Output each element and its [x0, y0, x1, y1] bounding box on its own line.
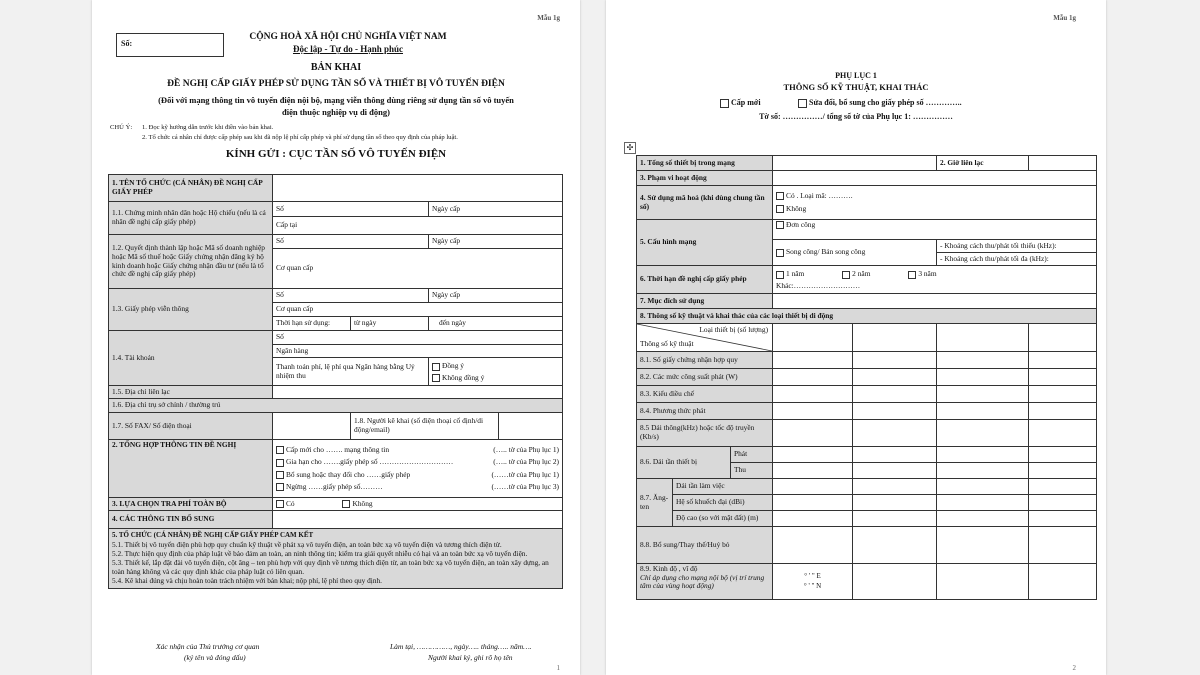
form-code: Mẫu 1g: [1053, 14, 1076, 22]
appendix-title: THÔNG SỐ KỸ THUẬT, KHAI THÁC: [783, 82, 929, 92]
request-option-stop[interactable]: [276, 481, 559, 493]
duration-2-year-label: 2 năm: [852, 269, 871, 279]
section-5-commitments: [109, 529, 563, 589]
row-1-6-label[interactable]: 1.6. Địa chỉ trụ sở chính / thường trú: [109, 399, 563, 413]
commitment-item: 5.1. Thiết bị vô tuyến điện phù hợp quy chuẩn kỹ thuật về phát xạ vô tuyến điện, an toàn bức xạ vô tuyến điện và tương thích điện từ.: [112, 539, 502, 549]
license-duration-label: Thời hạn sử dụng:: [273, 317, 351, 331]
total-devices-field[interactable]: [773, 156, 937, 171]
contact-address-field[interactable]: [273, 386, 563, 399]
request-option-text: Cấp mới cho ……. mạng thông tin: [286, 445, 390, 455]
min-spacing-field[interactable]: [937, 240, 1097, 253]
spec-header-cell: [637, 324, 773, 352]
note-label: CHÚ Ý:: [110, 124, 133, 131]
spec-cell[interactable]: [853, 479, 937, 495]
business-issuer-label: Cơ quan cấp: [276, 263, 314, 273]
row-1-5-label: 1.5. Địa chỉ liên lạc: [109, 386, 273, 399]
account-number-label: Số: [276, 332, 284, 342]
max-spacing-label: - Khoảng cách thu/phát tối đa (kHz):: [940, 253, 1049, 263]
simplex-label: Đơn công: [786, 220, 816, 229]
form-title: ĐỀ NGHỊ CẤP GIẤY PHÉP SỬ DỤNG TẦN SỐ VÀ THIẾT BỊ VÔ TUYẾN ĐIỆN: [167, 79, 505, 89]
section-2-title: 2. TỔNG HỢP THÔNG TIN ĐỀ NGHỊ: [109, 440, 273, 498]
checkbox-icon[interactable]: [432, 374, 440, 382]
encryption-yes-label: Có . Loại mã: ……….: [786, 190, 853, 200]
note-item-2: 2. Tổ chức cá nhân chỉ được cấp phép sau khi đã nộp lệ phí cấp phép và phí sử dụng tần số theo quy định của pháp luật.: [142, 134, 458, 141]
row-8-1-label: 8.1. Số giấy chứng nhận hợp quy: [637, 352, 773, 369]
spec-cell[interactable]: [853, 511, 937, 527]
spec-cell[interactable]: [937, 495, 1029, 511]
checkbox-icon[interactable]: [842, 271, 850, 279]
recipient-heading: KÍNH GỬI : CỤC TẦN SỐ VÔ TUYẾN ĐIỆN: [225, 148, 447, 160]
table-move-handle-icon[interactable]: ✣: [624, 142, 636, 154]
checkbox-icon[interactable]: [342, 500, 350, 508]
row-8-label: 8. Thông số kỹ thuật và khai thác của các loại thiết bị di động: [637, 309, 1097, 324]
spec-cell[interactable]: [773, 386, 853, 403]
checkbox-icon[interactable]: [776, 271, 784, 279]
spec-cell[interactable]: [937, 447, 1029, 463]
encryption-no-label: Không: [786, 203, 807, 213]
duration-1-year-label: 1 năm: [786, 269, 805, 279]
contact-hours-field[interactable]: [1029, 156, 1097, 171]
request-option-text: Ngừng ……giấy phép số………: [286, 481, 383, 491]
section-4-title: 4. CÁC THÔNG TIN BỔ SUNG: [109, 511, 273, 529]
spec-cell[interactable]: [1029, 463, 1097, 479]
simplex-option[interactable]: [773, 220, 1097, 240]
checkbox-icon[interactable]: [276, 500, 284, 508]
commitment-item: 5.3. Thiết kế, lắp đặt đài vô tuyến điện, cột ăng – ten phù hợp với quy định về tương thích điện từ, an toàn bức xạ vô tuyến điện, an toàn xây dựng, an toàn hàng không và các quy định khác của pháp luật có liên quan.: [112, 557, 549, 577]
spec-cell[interactable]: [853, 386, 937, 403]
business-issue-date-label: Ngày cấp: [432, 236, 461, 246]
spec-cell[interactable]: [853, 403, 937, 420]
option-new[interactable]: [720, 98, 761, 108]
min-spacing-label: - Khoảng cách thu/phát tối thiểu (kHz):: [940, 240, 1057, 250]
signature-left-note: (ký tên và đóng dấu): [184, 653, 246, 662]
operating-range-field[interactable]: [773, 171, 1097, 186]
request-option-extend[interactable]: [276, 456, 559, 468]
spec-header: Thông số kỹ thuật: [640, 339, 694, 349]
spec-cell[interactable]: [773, 495, 853, 511]
spec-cell[interactable]: [937, 463, 1029, 479]
option-amend[interactable]: [798, 98, 962, 108]
spec-cell[interactable]: [1029, 564, 1097, 600]
rx-label: Thu: [731, 463, 773, 479]
spec-cell[interactable]: [937, 403, 1029, 420]
spec-cell[interactable]: [937, 479, 1029, 495]
duration-1-year-option[interactable]: [776, 269, 804, 278]
spec-cell[interactable]: [773, 511, 853, 527]
business-issue-date-field[interactable]: [429, 235, 563, 249]
spec-cell[interactable]: [1029, 403, 1097, 420]
checkbox-icon[interactable]: [776, 221, 784, 229]
spec-cell[interactable]: [937, 352, 1029, 369]
spec-cell[interactable]: [1029, 447, 1097, 463]
request-option-modify[interactable]: [276, 469, 559, 481]
full-fee-options: [273, 498, 563, 511]
checkbox-icon[interactable]: [776, 249, 784, 257]
spec-cell[interactable]: [773, 527, 853, 564]
row-6-label: 6. Thời hạn đề nghị cấp giấy phép: [637, 266, 773, 294]
id-issue-date-field: [429, 202, 563, 217]
device-type-header: Loại thiết bị (số lượng): [699, 325, 769, 334]
row-8-4-label: 8.4. Phương thức phát: [637, 403, 773, 420]
row-8-5-label: 8.5 Dải thông(kHz) hoặc tốc độ truyền (Kb/s): [637, 420, 773, 447]
license-duration-options: [773, 266, 1097, 294]
id-number-label: Số: [276, 203, 284, 213]
checkbox-icon[interactable]: [798, 99, 807, 108]
section-5-title: 5. TỔ CHỨC (CÁ NHÂN) ĐỀ NGHỊ CẤP GIẤY PHÉP CAM KẾT: [112, 531, 314, 539]
spec-cell[interactable]: [853, 527, 937, 564]
encryption-options: [773, 186, 1097, 220]
spec-cell[interactable]: [853, 564, 937, 600]
duration-2-year-option[interactable]: [842, 269, 870, 278]
license-issue-date-field[interactable]: [429, 289, 563, 303]
option-new-label: Cấp mới: [731, 98, 761, 107]
antenna-height-label: Độ cao (so với mặt đất) (m): [673, 511, 773, 527]
coordinates-field[interactable]: [773, 564, 853, 600]
usage-purpose-field[interactable]: [773, 294, 1097, 309]
consent-agree-label: Đồng ý: [442, 361, 464, 371]
consent-disagree-label: Không đồng ý: [442, 372, 485, 382]
duration-3-year-label: 3 năm: [918, 269, 937, 279]
note-item-1: 1. Đọc kỹ hướng dẫn trước khi điền vào bản khai.: [142, 124, 274, 131]
checkbox-icon[interactable]: [276, 471, 284, 479]
spec-cell[interactable]: [773, 420, 853, 447]
section-3-title: 3. LỰA CHỌN TRA PHÍ TOÀN BỘ: [109, 498, 273, 511]
spec-cell[interactable]: [937, 420, 1029, 447]
spec-cell[interactable]: [853, 420, 937, 447]
bank-name-field[interactable]: [273, 345, 563, 358]
row-1-1-label: 1.1. Chứng minh nhân dân hoặc Hộ chiếu (nếu là cá nhân đề nghị cấp giấy phép): [109, 202, 273, 235]
national-motto: Độc lập - Tự do - Hạnh phúc: [292, 44, 403, 54]
bank-name-label: Ngân hàng: [276, 345, 309, 355]
appendix-label: PHỤ LỤC 1: [835, 71, 877, 80]
row-8-3-label: 8.3. Kiểu điều chế: [637, 386, 773, 403]
id-issue-place-label: Cấp tại: [276, 220, 298, 230]
spec-cell[interactable]: [1029, 479, 1097, 495]
row-8-2-label: 8.2. Các mức công suất phát (W): [637, 369, 773, 386]
checkbox-icon[interactable]: [776, 205, 784, 213]
request-option-ref: (……tờ của Phụ lục 3): [491, 481, 559, 491]
id-issue-place-field[interactable]: [273, 217, 563, 235]
license-issuer-label: Cơ quan cấp: [276, 304, 314, 314]
application-form-table: [108, 174, 563, 589]
license-number-field[interactable]: [273, 289, 429, 303]
spec-cell[interactable]: [853, 495, 937, 511]
device-col-1[interactable]: [773, 324, 853, 352]
national-header: CỘNG HOÀ XÃ HỘI CHỦ NGHĨA VIỆT NAM: [249, 32, 447, 42]
spec-cell[interactable]: [1029, 527, 1097, 564]
row-8-8-label: 8.8. Bổ sung/Thay thế/Huỷ bỏ: [637, 527, 773, 564]
form-subtitle-line-2: điện thuộc nghiệp vụ di động): [282, 107, 390, 117]
checkbox-icon[interactable]: [276, 483, 284, 491]
document-type: BẢN KHAI: [310, 62, 362, 73]
row-5-label: 5. Cấu hình mạng: [637, 220, 773, 266]
encryption-no-option[interactable]: [776, 203, 1093, 216]
license-issue-date-label: Ngày cấp: [432, 290, 461, 300]
license-from-label: từ ngày: [354, 318, 377, 328]
checkbox-icon[interactable]: [276, 446, 284, 454]
form-page-1: [92, 0, 580, 675]
request-option-text: Gia hạn cho …….giấy phép số …………………………: [286, 457, 454, 467]
duplex-label: Song công/ Bán song công: [786, 247, 866, 257]
signature-right-caption: Người khai ký, ghi rõ họ tên: [428, 653, 513, 662]
id-number-field: [273, 202, 429, 217]
antenna-frequency-label: Dải tần làm việc: [673, 479, 773, 495]
spec-cell[interactable]: [937, 386, 1029, 403]
fax-phone-field[interactable]: [273, 413, 351, 440]
request-option-ref: (……tờ của Phụ lục 1): [491, 469, 559, 479]
row-2-label: 2. Giờ liên lạc: [937, 156, 1029, 171]
full-fee-no-option[interactable]: [342, 499, 372, 508]
tx-label: Phát: [731, 447, 773, 463]
spec-cell[interactable]: [773, 369, 853, 386]
spec-cell[interactable]: [773, 447, 853, 463]
signature-left-caption: Xác nhận của Thủ trưởng cơ quan: [156, 642, 260, 651]
duration-other-field[interactable]: Khác:………………………: [776, 280, 861, 290]
page-number: 1: [556, 664, 560, 672]
spec-cell[interactable]: [937, 527, 1029, 564]
row-8-9-cell: [637, 564, 773, 600]
spec-cell[interactable]: [1029, 495, 1097, 511]
spec-cell[interactable]: [773, 479, 853, 495]
checkbox-icon[interactable]: [908, 271, 916, 279]
full-fee-no-label: Không: [352, 498, 373, 508]
request-summary-options: [273, 440, 563, 498]
technical-specs-table: [636, 155, 1097, 600]
spec-cell[interactable]: [1029, 369, 1097, 386]
payment-method-label: Thanh toán phí, lệ phí qua Ngân hàng bằng Uỷ nhiệm thu: [273, 358, 429, 386]
device-col-3[interactable]: [937, 324, 1029, 352]
request-option-ref: (….. tờ của Phụ lục 1): [493, 445, 559, 455]
spec-cell[interactable]: [1029, 386, 1097, 403]
form-subtitle-line-1: (Đối với mạng thông tin vô tuyến điện nội bộ, mạng viễn thông dùng riêng sử dụng tần số vô tuyến: [158, 95, 514, 105]
license-from-date-field[interactable]: [351, 317, 429, 331]
row-1-label: 1. Tổng số thiết bị trong mạng: [637, 156, 773, 171]
latitude-format: ° ' " N: [803, 581, 822, 590]
spec-cell[interactable]: [1029, 511, 1097, 527]
full-fee-yes-option[interactable]: [276, 499, 295, 508]
row-4-label: 4. Sử dụng mã hoá (khi dùng chung tần số): [637, 186, 773, 220]
full-fee-yes-label: Có: [286, 498, 295, 508]
signature-right-place-date: Làm tại, ……………, ngày….. tháng….. năm….: [390, 642, 532, 651]
spec-cell[interactable]: [937, 369, 1029, 386]
duration-3-year-option[interactable]: [908, 269, 936, 278]
consent-disagree-option[interactable]: [432, 372, 559, 383]
row-8-7-label: 8.7. Ăng-ten: [637, 479, 673, 527]
spec-cell[interactable]: [1029, 352, 1097, 369]
checkbox-icon[interactable]: [776, 192, 784, 200]
duplex-option[interactable]: [773, 240, 937, 266]
commitment-item: 5.4. Kê khai đúng và chịu hoàn toàn trách nhiệm với bản khai; nộp phí, lệ phí theo quy định.: [112, 576, 382, 586]
row-1-8-label: 1.8. Người kê khai (số điện thoại cố định/di động/email): [351, 413, 499, 440]
spec-cell[interactable]: [773, 403, 853, 420]
spec-cell[interactable]: [773, 352, 853, 369]
row-7-label: 7. Mục đích sử dụng: [637, 294, 773, 309]
id-issue-date-label: Ngày cấp: [432, 203, 461, 213]
antenna-gain-label: Hệ số khuếch đại (dBi): [673, 495, 773, 511]
document-number-box[interactable]: [116, 33, 224, 57]
spec-cell[interactable]: [937, 564, 1029, 600]
form-code: Mẫu 1g: [537, 14, 560, 22]
row-1-4-label: 1.4. Tài khoản: [109, 331, 273, 386]
spec-cell[interactable]: [773, 463, 853, 479]
declarant-contact-field[interactable]: [499, 413, 563, 440]
row-1-2-label: 1.2. Quyết định thành lập hoặc Mã số doanh nghiệp hoặc Mã số thuế hoặc Giấy chứng nhận đăng ký hộ kinh doanh hoặc Giấy chứng nhận đầu tư (nếu là tổ chức đề nghị cấp giấy phép): [109, 235, 273, 289]
row-8-6-label: 8.6. Dải tần thiết bị: [637, 447, 731, 479]
form-page-2: [606, 0, 1106, 675]
spec-cell[interactable]: [853, 352, 937, 369]
spec-cell[interactable]: [853, 447, 937, 463]
option-amend-label: Sửa đổi, bổ sung cho giấy phép số …………..: [809, 98, 962, 107]
license-to-date-field[interactable]: [429, 317, 563, 331]
request-option-ref: (….. tờ của Phụ lục 2): [493, 457, 559, 467]
checkbox-icon[interactable]: [720, 99, 729, 108]
max-spacing-field[interactable]: [937, 253, 1097, 266]
spec-cell[interactable]: [937, 511, 1029, 527]
spec-cell[interactable]: [853, 463, 937, 479]
account-number-field[interactable]: [273, 331, 563, 345]
encryption-yes-option[interactable]: [776, 190, 1093, 203]
payment-consent-options: [429, 358, 563, 386]
device-col-2[interactable]: [853, 324, 937, 352]
business-issuer-field[interactable]: [273, 249, 563, 289]
license-number-label: Số: [276, 290, 284, 300]
checkbox-icon[interactable]: [432, 363, 440, 371]
longitude-format: ° ' " E: [804, 571, 821, 580]
request-option-new[interactable]: [276, 444, 559, 456]
spec-cell[interactable]: [1029, 420, 1097, 447]
sheet-count-line: Tờ số: ……………/ tổng số tờ của Phụ lục 1: ……………: [759, 112, 953, 121]
row-8-9-label: 8.9. Kinh độ , vĩ độ: [640, 564, 698, 573]
section-1-title: 1. TÊN TỔ CHỨC (CÁ NHÂN) ĐỀ NGHỊ CẤP GIẤY PHÉP: [109, 175, 273, 202]
business-number-label: Số: [276, 236, 284, 246]
business-number-field[interactable]: [273, 235, 429, 249]
consent-agree-option[interactable]: [432, 360, 559, 371]
document-number-label: Số:: [121, 39, 133, 48]
commitment-item: 5.2. Thực hiện quy định của pháp luật về bảo đảm an toàn, an ninh thông tin; kiểm tra giải quyết nhiễu có hại và an toàn bức xạ vô tuyến điện.: [112, 548, 528, 558]
license-to-label: đến ngày: [439, 318, 466, 328]
row-3-label: 3. Phạm vi hoạt động: [637, 171, 773, 186]
row-8-9-note: Chỉ áp dụng cho mạng nội bộ (vị trí trung tâm của vùng hoạt động): [640, 572, 765, 591]
row-1-3-label: 1.3. Giấy phép viễn thông: [109, 289, 273, 331]
device-col-4[interactable]: [1029, 324, 1097, 352]
page-number: 2: [1072, 664, 1076, 672]
spec-cell[interactable]: [853, 369, 937, 386]
license-issuer-field[interactable]: [273, 303, 563, 317]
row-1-7-label: 1.7. Số FAX/ Số điện thoại: [109, 413, 273, 440]
checkbox-icon[interactable]: [276, 459, 284, 467]
request-option-text: Bổ sung hoặc thay đổi cho ……giấy phép: [286, 469, 411, 479]
organization-name-field[interactable]: [273, 175, 563, 202]
additional-info-field[interactable]: [273, 511, 563, 529]
